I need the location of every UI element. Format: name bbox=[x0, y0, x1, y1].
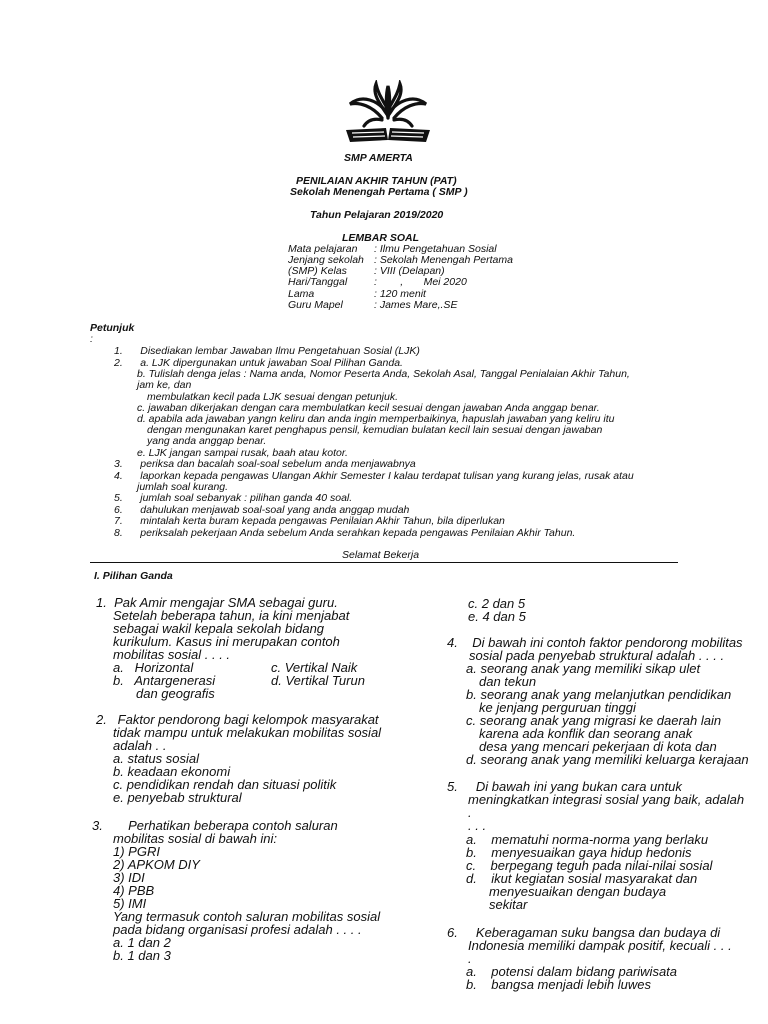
instruction-item: 2. a. LJK dipergunakan untuk jawaban Soal Pilihan Ganda. bbox=[114, 357, 403, 369]
info-label: Lama bbox=[288, 288, 315, 300]
instruction-item: dengan mengunakan karet penghapus pensil, kemudian bulatan kecil lain sesuai dengan jawaban bbox=[147, 424, 603, 436]
instruction-item: jumlah soal kurang. bbox=[137, 481, 229, 493]
answer-option: b. menyesuaikan gaya hidup hedonis bbox=[466, 845, 692, 860]
divider-line bbox=[90, 562, 678, 563]
question-line: sebagai wakil kepala sekolah bidang bbox=[113, 621, 325, 636]
question-line: mobilitas sosial di bawah ini: bbox=[113, 831, 278, 846]
info-value: : Ilmu Pengetahuan Sosial bbox=[374, 243, 497, 255]
instruction-item: 6. dahulukan menjawab soal-soal yang anda anggap mudah bbox=[114, 504, 410, 516]
question-line: . bbox=[468, 951, 472, 966]
school-emblem-logo bbox=[342, 80, 434, 146]
answer-option: a. Horizontal bbox=[113, 660, 194, 675]
answer-option: c. pendidikan rendah dan situasi politik bbox=[113, 777, 337, 792]
question-line: pada bidang organisasi profesi adalah . . . . bbox=[113, 922, 362, 937]
list-entry: 1) PGRI bbox=[113, 844, 160, 859]
question-line: 3. Perhatikan beberapa contoh saluran bbox=[92, 818, 338, 833]
instruction-item: b. Tulislah denga jelas : Nama anda, Nomor Peserta Anda, Sekolah Asal, Tanggal Penialaian Akhir Tahun, bbox=[137, 368, 630, 380]
question-line: tidak mampu untuk melakukan mobilitas sosial bbox=[113, 725, 382, 740]
answer-option: a. mematuhi norma-norma yang berlaku bbox=[466, 832, 709, 847]
answer-option: c. seorang anak yang migrasi ke daerah lain bbox=[466, 713, 722, 728]
instruction-item: yang anda anggap benar. bbox=[147, 435, 267, 447]
answer-option: desa yang mencari pekerjaan di kota dan bbox=[479, 739, 717, 754]
info-label: Jenjang sekolah bbox=[288, 254, 364, 266]
instruction-item: 5. jumlah soal sebanyak : pilihan ganda 40 soal. bbox=[114, 492, 353, 504]
answer-option: dan tekun bbox=[479, 674, 537, 689]
academic-year: Tahun Pelajaran 2019/2020 bbox=[310, 209, 444, 221]
question-line: Indonesia memiliki dampak positif, kecuali . . . bbox=[468, 938, 732, 953]
answer-option: e. penyebab struktural bbox=[113, 790, 242, 805]
instruction-item: d. apabila ada jawaban yangn keliru dan anda ingin memperbaikinya, hapuslah jawaban yang keliru itu bbox=[137, 413, 615, 425]
info-label: Guru Mapel bbox=[288, 299, 343, 311]
answer-option: d. seorang anak yang memiliki keluarga kerajaan bbox=[466, 752, 749, 767]
info-label: Hari/Tanggal bbox=[288, 276, 348, 288]
list-entry: 3) IDI bbox=[113, 870, 145, 885]
instruction-item: 8. periksalah pekerjaan Anda sebelum Anda serahkan kepada pengawas Penilaian Akhir Tahun. bbox=[114, 527, 576, 539]
answer-option: b. Antargenerasi bbox=[113, 673, 216, 688]
answer-option: c. Vertikal Naik bbox=[271, 660, 358, 675]
answer-option: menyesuaikan dengan budaya bbox=[489, 884, 667, 899]
answer-option: a. seorang anak yang memiliki sikap ulet bbox=[466, 661, 701, 676]
school-level: Sekolah Menengah Pertama ( SMP ) bbox=[290, 186, 468, 198]
answer-option: ke jenjang perguruan tinggi bbox=[479, 700, 636, 715]
info-label: Mata pelajaran bbox=[288, 243, 358, 255]
answer-option: c. berpegang teguh pada nilai-nilai sosial bbox=[466, 858, 713, 873]
instruction-item: membulatkan kecil pada LJK sesuai dengan petunjuk. bbox=[147, 391, 398, 403]
instructions-title: Petunjuk bbox=[90, 322, 135, 334]
list-entry: 5) IMI bbox=[113, 896, 147, 911]
answer-option: b. bangsa menjadi lebih luwes bbox=[466, 977, 652, 992]
instruction-item: 7. mintalah kerta buram kepada pengawas Penilaian Akhir Tahun, bila diperlukan bbox=[114, 515, 505, 527]
answer-option: a. 1 dan 2 bbox=[113, 935, 171, 950]
info-label: (SMP) Kelas bbox=[288, 265, 347, 277]
section-title: I. Pilihan Ganda bbox=[94, 570, 173, 582]
question-line: adalah . . bbox=[113, 738, 167, 753]
instruction-item: 3. periksa dan bacalah soal-soal sebelum anda menjawabnya bbox=[114, 458, 416, 470]
question-line: meningkatkan integrasi sosial yang baik, adalah bbox=[468, 792, 745, 807]
question-line: mobilitas sosial . . . . bbox=[113, 647, 231, 662]
answer-option: dan geografis bbox=[136, 686, 215, 701]
answer-option: b. 1 dan 3 bbox=[113, 948, 171, 963]
answer-option: karena ada konflik dan seorang anak bbox=[479, 726, 693, 741]
list-entry: 4) PBB bbox=[113, 883, 155, 898]
answer-option: c. 2 dan 5 bbox=[468, 596, 526, 611]
question-line: 1. Pak Amir mengajar SMA sebagai guru. bbox=[96, 595, 338, 610]
question-line: kurikulum. Kasus ini merupakan contoh bbox=[113, 634, 340, 649]
question-line: sosial pada penyebab struktural adalah . . . . bbox=[469, 648, 725, 663]
question-line: 2. Faktor pendorong bagi kelompok masyarakat bbox=[96, 712, 379, 727]
info-value: : Sekolah Menengah Pertama bbox=[374, 254, 513, 266]
question-line: 5. Di bawah ini yang bukan cara untuk bbox=[447, 779, 682, 794]
closing-text: Selamat Bekerja bbox=[342, 549, 420, 561]
answer-option: d. Vertikal Turun bbox=[271, 673, 365, 688]
instruction-item: 1. Disediakan lembar Jawaban Ilmu Pengetahuan Sosial (LJK) bbox=[114, 345, 420, 357]
school-name: SMP AMERTA bbox=[344, 152, 413, 164]
instructions-colon: : bbox=[90, 333, 93, 345]
question-line: . bbox=[468, 805, 472, 820]
answer-option: a. potensi dalam bidang pariwisata bbox=[466, 964, 678, 979]
info-value: : 120 menit bbox=[374, 288, 426, 300]
info-value: : , Mei 2020 bbox=[374, 276, 467, 288]
instruction-item: c. jawaban dikerjakan dengan cara membulatkan kecil sesuai dengan jawaban Anda anggap benar. bbox=[137, 402, 600, 414]
answer-option: b. seorang anak yang melanjutkan pendidikan bbox=[466, 687, 732, 702]
question-line: Setelah beberapa tahun, ia kini menjabat bbox=[113, 608, 350, 623]
question-line: 4. Di bawah ini contoh faktor pendorong mobilitas bbox=[447, 635, 743, 650]
instruction-item: 4. laporkan kepada pengawas Ulangan Akhir Semester I kalau terdapat tulisan yang kurang jelas, rusak atau bbox=[114, 470, 634, 482]
answer-option: e. 4 dan 5 bbox=[468, 609, 526, 624]
exam-title: PENILAIAN AKHIR TAHUN (PAT) bbox=[296, 175, 457, 187]
instruction-item: jam ke, dan bbox=[137, 379, 192, 391]
answer-option: b. keadaan ekonomi bbox=[113, 764, 231, 779]
answer-option: sekitar bbox=[489, 897, 528, 912]
instruction-item: e. LJK jangan sampai rusak, baah atau kotor. bbox=[137, 447, 348, 459]
question-line: 6. Keberagaman suku bangsa dan budaya di bbox=[447, 925, 721, 940]
answer-option: a. status sosial bbox=[113, 751, 199, 766]
info-value: : VIII (Delapan) bbox=[374, 265, 445, 277]
answer-option: d. ikut kegiatan sosial masyarakat dan bbox=[466, 871, 698, 886]
info-value: : James Mare,.SE bbox=[374, 299, 458, 311]
question-line: Yang termasuk contoh saluran mobilitas sosial bbox=[113, 909, 381, 924]
list-entry: 2) APKOM DIY bbox=[113, 857, 200, 872]
sheet-title: LEMBAR SOAL bbox=[342, 232, 419, 244]
question-line: . . . bbox=[468, 818, 487, 833]
